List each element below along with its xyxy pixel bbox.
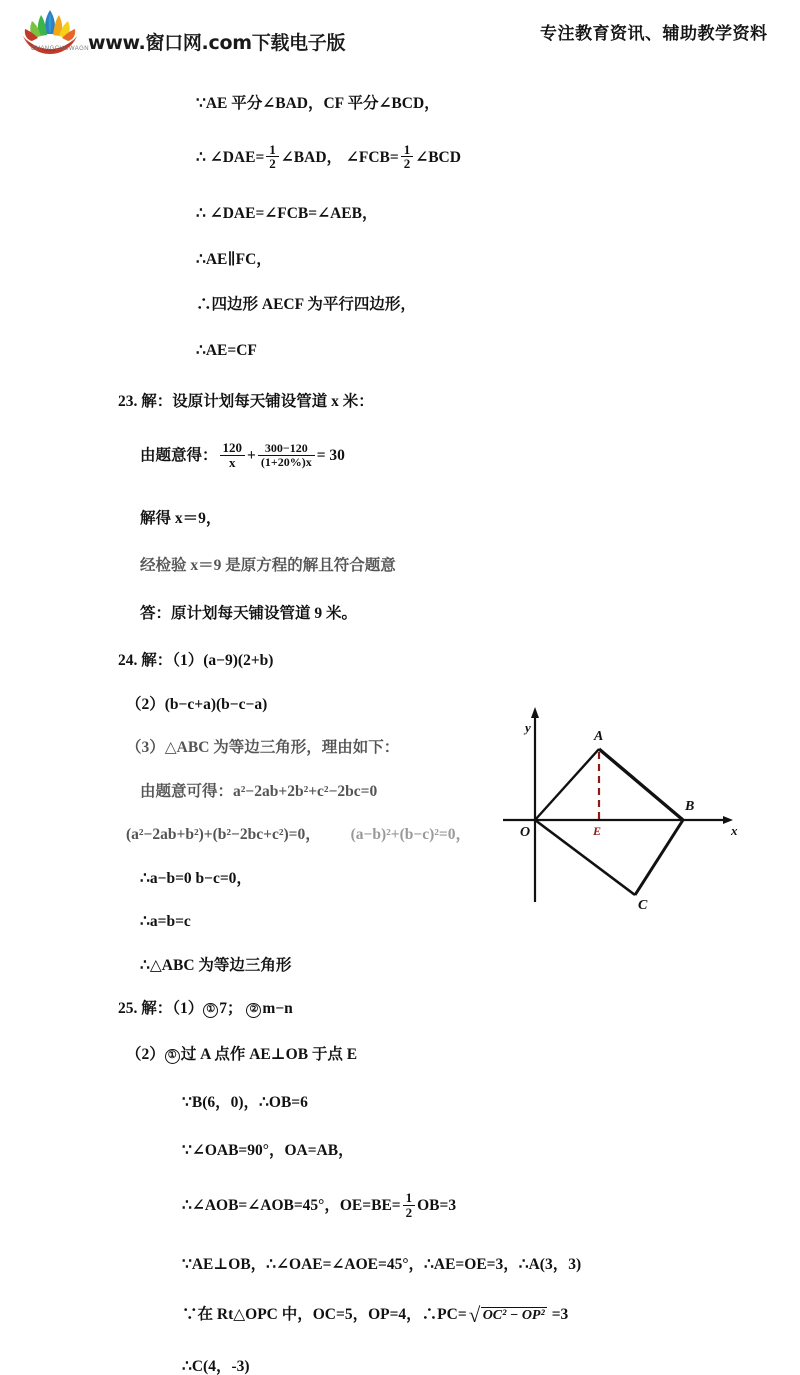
- q23-equation-rhs: = 30: [316, 446, 345, 464]
- q23-equation-label: 由题意得：: [140, 446, 218, 464]
- page-header: [0, 0, 800, 72]
- q25-line-3-part-b: OB=3: [417, 1197, 457, 1215]
- proof-line-5: ∴四边形 AECF 为平行四边形，: [196, 296, 416, 314]
- proof-line-2-part-a: ∴ ∠DAE=: [196, 148, 265, 166]
- q25-part-2: [126, 1047, 800, 1065]
- brand-logo-caption: CHANGCHUWAGN: [31, 46, 89, 52]
- fraction-one-half-c: $\frac{1}{2}$: [403, 1191, 416, 1220]
- q24-part-2: （2）(b−c+a)(b−c−a): [126, 695, 268, 713]
- q23-line-3: 解得 x＝9，: [140, 509, 222, 527]
- q23-number: 23.: [118, 393, 138, 411]
- axis-label-x: x: [731, 823, 738, 838]
- q25-line-3: [182, 1192, 800, 1221]
- point-label-O: O: [520, 825, 531, 840]
- brand-logo-icon: [14, 6, 89, 58]
- q25-line-5-part-a: ∵在 Rt△OPC 中，OC=5，OP=4，∴PC=: [182, 1305, 467, 1323]
- q24-derivation-line-3: ∴a−b=0 b−c=0，: [140, 869, 252, 887]
- q25-part-1-text-1: 7；: [219, 1000, 243, 1018]
- q24-derivation-equation-1: a²−2ab+2b²+c²−2bc=0: [233, 782, 378, 800]
- q25-part-1-text-2: m−n: [262, 1000, 293, 1018]
- fraction-one-half-b: $\frac{1}{2}$: [401, 143, 414, 172]
- circled-number-1-a: ①: [203, 1003, 218, 1018]
- q25-line-6: ∴C(4，-3): [182, 1357, 250, 1375]
- q23-line-1: 设原计划每天铺设管道 x 米：: [172, 393, 374, 411]
- question-25-block: [0, 1001, 800, 1374]
- q24-derivation-line-4: ∴a=b=c: [140, 913, 191, 931]
- segment-AB: [599, 749, 683, 820]
- q24-derivation-line-5: ∴△ABC 为等边三角形: [140, 956, 292, 974]
- proof-line-2: [196, 141, 800, 173]
- q24-heading: [118, 653, 800, 669]
- radical-sign-icon: √: [468, 1302, 481, 1327]
- proof-block: [0, 96, 800, 358]
- q25-line-2: ∵∠OAB=90°，OA=AB，: [182, 1141, 354, 1159]
- point-label-B: B: [685, 799, 695, 814]
- q23-plus-sign: +: [247, 446, 256, 464]
- q25-part-1-prefix: （1）: [172, 1000, 204, 1018]
- q25-line-3-part-a: ∴∠AOB=∠AOB=45°，OE=BE=: [182, 1197, 401, 1215]
- q24-derivation-equation-2b: (a−b)²+(b−c)²=0，: [350, 826, 471, 844]
- q24-derivation-equation-2a: (a²−2ab+b²)+(b²−2bc+c²)=0，: [126, 826, 321, 844]
- axis-label-y: y: [525, 720, 531, 735]
- question-23-block: [0, 394, 800, 621]
- q23-heading: [118, 394, 800, 410]
- y-axis-arrowhead: [531, 707, 539, 718]
- segment-CO: [535, 820, 635, 895]
- q25-number: 25.: [118, 1000, 138, 1018]
- site-watermark-text: www.窗口网.com下载电子版: [88, 32, 346, 54]
- q25-part-2-text: 过 A 点作 AE⊥OB 于点 E: [180, 1046, 358, 1064]
- q24-part-1: （1）(a−9)(2+b): [172, 652, 274, 670]
- q25-line-5-part-b: =3: [551, 1305, 569, 1323]
- circled-number-2-a: ②: [246, 1003, 261, 1018]
- q23-solve-label: 解：: [141, 393, 173, 411]
- proof-line-4: ∴AE∥FC，: [196, 250, 272, 268]
- q24-solve-label: 解：: [141, 652, 173, 670]
- circled-number-1-b: ①: [165, 1049, 180, 1064]
- segment-OA: [535, 749, 599, 820]
- point-label-C: C: [638, 898, 648, 913]
- site-tagline-text: 专注教育资讯、辅助教学资料: [540, 24, 768, 44]
- q25-line-5: [182, 1302, 800, 1327]
- q24-part-3: （3）△ABC 为等边三角形，理由如下：: [126, 739, 400, 757]
- q24-derivation-label: 由题意可得：: [140, 782, 234, 800]
- proof-line-1: ∵AE 平分∠BAD，CF 平分∠BCD，: [196, 95, 440, 112]
- proof-line-6: ∴AE=CF: [196, 341, 257, 359]
- q23-equation-row: [140, 439, 800, 471]
- fraction-300-120-over-1-20pct-x: $\frac{300-120}{(1+20\%)x}$: [258, 442, 315, 469]
- point-label-E: E: [593, 824, 602, 838]
- segment-BC: [635, 820, 683, 895]
- proof-line-2-part-c: ∠BCD: [415, 148, 461, 166]
- q25-line-1: ∵B(6，0)，∴OB=6: [182, 1094, 308, 1112]
- q25-heading: [118, 1001, 800, 1019]
- proof-line-3: ∴ ∠DAE=∠FCB=∠AEB，: [196, 205, 378, 223]
- q23-line-4: 经检验 x＝9 是原方程的解且符合题意: [140, 557, 396, 575]
- proof-line-2-part-b: ∠BAD， ∠FCB=: [280, 148, 399, 166]
- fraction-120-over-x: $\frac{120}{x}$: [220, 441, 246, 470]
- radicand-text: OC² − OP²: [482, 1307, 545, 1323]
- q25-part-2-prefix: （2）: [126, 1046, 165, 1064]
- geometry-figure: [495, 702, 750, 932]
- point-label-A: A: [594, 729, 604, 744]
- q25-line-4: ∵AE⊥OB，∴∠OAE=∠AOE=45°，∴AE=OE=3，∴A(3，3): [182, 1256, 582, 1274]
- square-root-expression: [468, 1302, 550, 1327]
- q23-line-5: 答：原计划每天铺设管道 9 米。: [140, 604, 358, 622]
- q24-number: 24.: [118, 652, 138, 670]
- fraction-one-half-a: $\frac{1}{2}$: [266, 143, 279, 172]
- q25-solve-label: 解：: [141, 1000, 173, 1018]
